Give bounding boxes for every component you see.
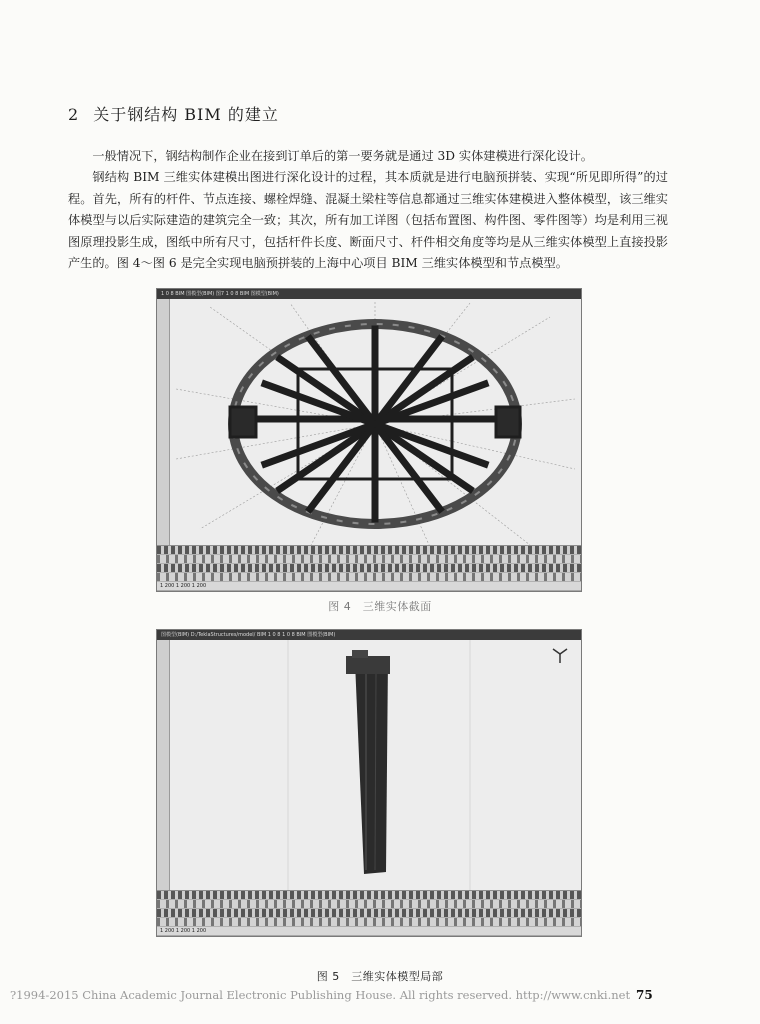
copyright-footer: ?1994-2015 China Academic Journal Electronic Publishing House. All rights reserved. http://www.cnki.net	[10, 988, 631, 1002]
figure-5-viewport	[170, 640, 581, 890]
section-title: 关于钢结构 BIM 的建立	[93, 105, 279, 124]
figure-5-statusbar: 1 200 1 200 1 200	[157, 927, 581, 936]
figure-5-titlebar: 图模型(BIM) D:/TeklaStructures/model/ BIM 1 0 8 1 0 8 BIM 图模型(BIM)	[157, 630, 581, 640]
section-heading	[68, 102, 279, 125]
figure-5-bottom-toolbar	[157, 890, 581, 936]
figure-5-left-toolbar	[157, 640, 170, 890]
figure-4-bottom-toolbar	[157, 545, 581, 591]
figure-4-titlebar: 1 0 8 BIM 图模型(BIM) 图7 1 0 8 BIM 图模型(BIM)	[157, 289, 581, 299]
floor-plan-section-drawing	[170, 299, 581, 549]
figure-4-screenshot	[156, 288, 582, 592]
page-number: 75	[636, 988, 653, 1002]
figure-4-statusbar: 1 200 1 200 1 200	[157, 582, 581, 591]
figure-4-viewport	[170, 299, 581, 549]
figure-4-caption: 图 4 三维实体截面	[328, 600, 432, 613]
figure-5-caption: 图 5 三维实体模型局部	[316, 970, 444, 983]
section-number: 2	[68, 105, 80, 124]
figure-5-screenshot	[156, 629, 582, 937]
figure-4-left-toolbar	[157, 299, 170, 549]
tower-model-drawing	[170, 640, 581, 890]
paragraph-1: 一般情况下，钢结构制作企业在接到订单后的第一要务就是通过 3D 实体建模进行深化设计。	[92, 149, 593, 163]
paragraph-2: 钢结构 BIM 三维实体建模出图进行深化设计的过程，其本质就是进行电脑预拼装、实现“所见即所得”的过程。首先，所有的杆件、节点连接、螺栓焊缝、混凝土梁柱等信息都通过三维实体建模进入整体模型，该三维实体模型与以后实际建造的建筑完全一致；其次，所有加工详图（包括布置图、构件图、零件图等）均是利用三视图原理投影生成，图纸中所有尺寸，包括杆件长度、断面尺寸、杆件相交角度等均是从三维实体模型上直接投影产生的。图 4～图 6 是完全实现电脑预拼装的上海中心项目 BIM 三维实体模型和节点模型。	[68, 170, 668, 270]
